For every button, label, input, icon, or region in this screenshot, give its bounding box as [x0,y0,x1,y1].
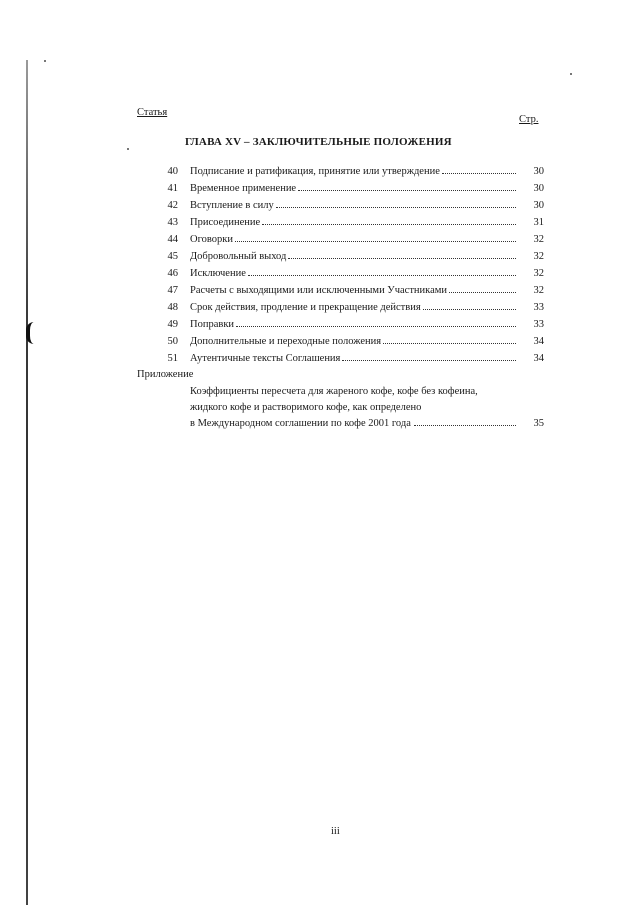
column-header-page: Стр. [519,114,539,125]
toc-leader-dots [423,308,516,310]
toc-title: Расчеты с выходящими или исключенными Участниками [190,285,448,296]
toc-article-number: 50 [167,336,178,347]
toc-title: Присоединение [190,217,261,228]
toc-row [150,180,550,197]
toc-leader-dots [248,274,516,276]
toc-page-number: 31 [533,217,544,228]
scan-hole-mark [26,322,36,344]
annex-text-line-1: Коэффициенты пересчета для жареного кофе, кофе без кофеина, [190,386,478,397]
toc-leader-dots [276,206,516,208]
toc-article-number: 45 [167,251,178,262]
toc-article-number: 43 [167,217,178,228]
toc-article-number: 51 [167,353,178,364]
toc-page-number: 30 [533,166,544,177]
toc-article-number: 42 [167,200,178,211]
toc-article-number: 48 [167,302,178,313]
chapter-title: ГЛАВА XV – ЗАКЛЮЧИТЕЛЬНЫЕ ПОЛОЖЕНИЯ [185,136,452,148]
toc-title: Вступление в силу [190,200,274,211]
toc-leader-dots [262,223,516,225]
toc-row [150,265,550,282]
scan-speck [127,148,129,150]
toc-leader-dots [298,189,516,191]
scan-edge-line [26,60,28,905]
annex-page-number: 35 [533,418,544,429]
toc-title: Исключение [190,268,246,279]
annex-text-line-3: в Международном соглашении по кофе 2001 года [190,418,411,429]
scan-speck [570,73,572,75]
toc-article-number: 47 [167,285,178,296]
toc-leader-dots [383,342,516,344]
toc-title: Подписание и ратификация, принятие или утверждение [190,166,440,177]
toc-row [150,214,550,231]
annex-text-line-2: жидкого кофе и растворимого кофе, как определено [190,402,422,413]
toc-article-number: 41 [167,183,178,194]
toc-article-number: 44 [167,234,178,245]
toc-leader-dots [442,172,516,174]
toc-article-number: 40 [167,166,178,177]
toc-title: Добровольный выход [190,251,287,262]
toc-page-number: 34 [533,353,544,364]
toc-page-number: 30 [533,200,544,211]
toc-page-number: 32 [533,251,544,262]
toc-row [150,316,550,333]
toc-row [150,248,550,265]
toc-row [150,197,550,214]
toc-page-number: 34 [533,336,544,347]
toc-page-number: 33 [533,319,544,330]
page-number-footer: iii [331,826,340,837]
toc-row [150,333,550,350]
toc-row [150,350,550,367]
toc-leader-dots [414,424,516,426]
toc-page-number: 32 [533,285,544,296]
table-of-contents [150,163,550,367]
toc-row [150,282,550,299]
scan-speck [44,60,46,62]
toc-title: Дополнительные и переходные положения [190,336,382,347]
toc-page-number: 32 [533,268,544,279]
toc-article-number: 46 [167,268,178,279]
toc-page-number: 33 [533,302,544,313]
toc-leader-dots [288,257,516,259]
toc-row [150,163,550,180]
toc-row [150,299,550,316]
toc-title: Временное применение [190,183,297,194]
annex-heading: Приложение [137,369,194,380]
toc-row [150,231,550,248]
toc-title: Аутентичные тексты Соглашения [190,353,341,364]
toc-article-number: 49 [167,319,178,330]
toc-leader-dots [449,291,516,293]
toc-page-number: 32 [533,234,544,245]
toc-leader-dots [235,240,516,242]
toc-title: Поправки [190,319,235,330]
toc-title: Срок действия, продление и прекращение действия [190,302,421,313]
toc-leader-dots [342,359,516,361]
toc-leader-dots [236,325,516,327]
column-header-article: Статья [137,107,168,118]
toc-title: Оговорки [190,234,233,245]
toc-page-number: 30 [533,183,544,194]
